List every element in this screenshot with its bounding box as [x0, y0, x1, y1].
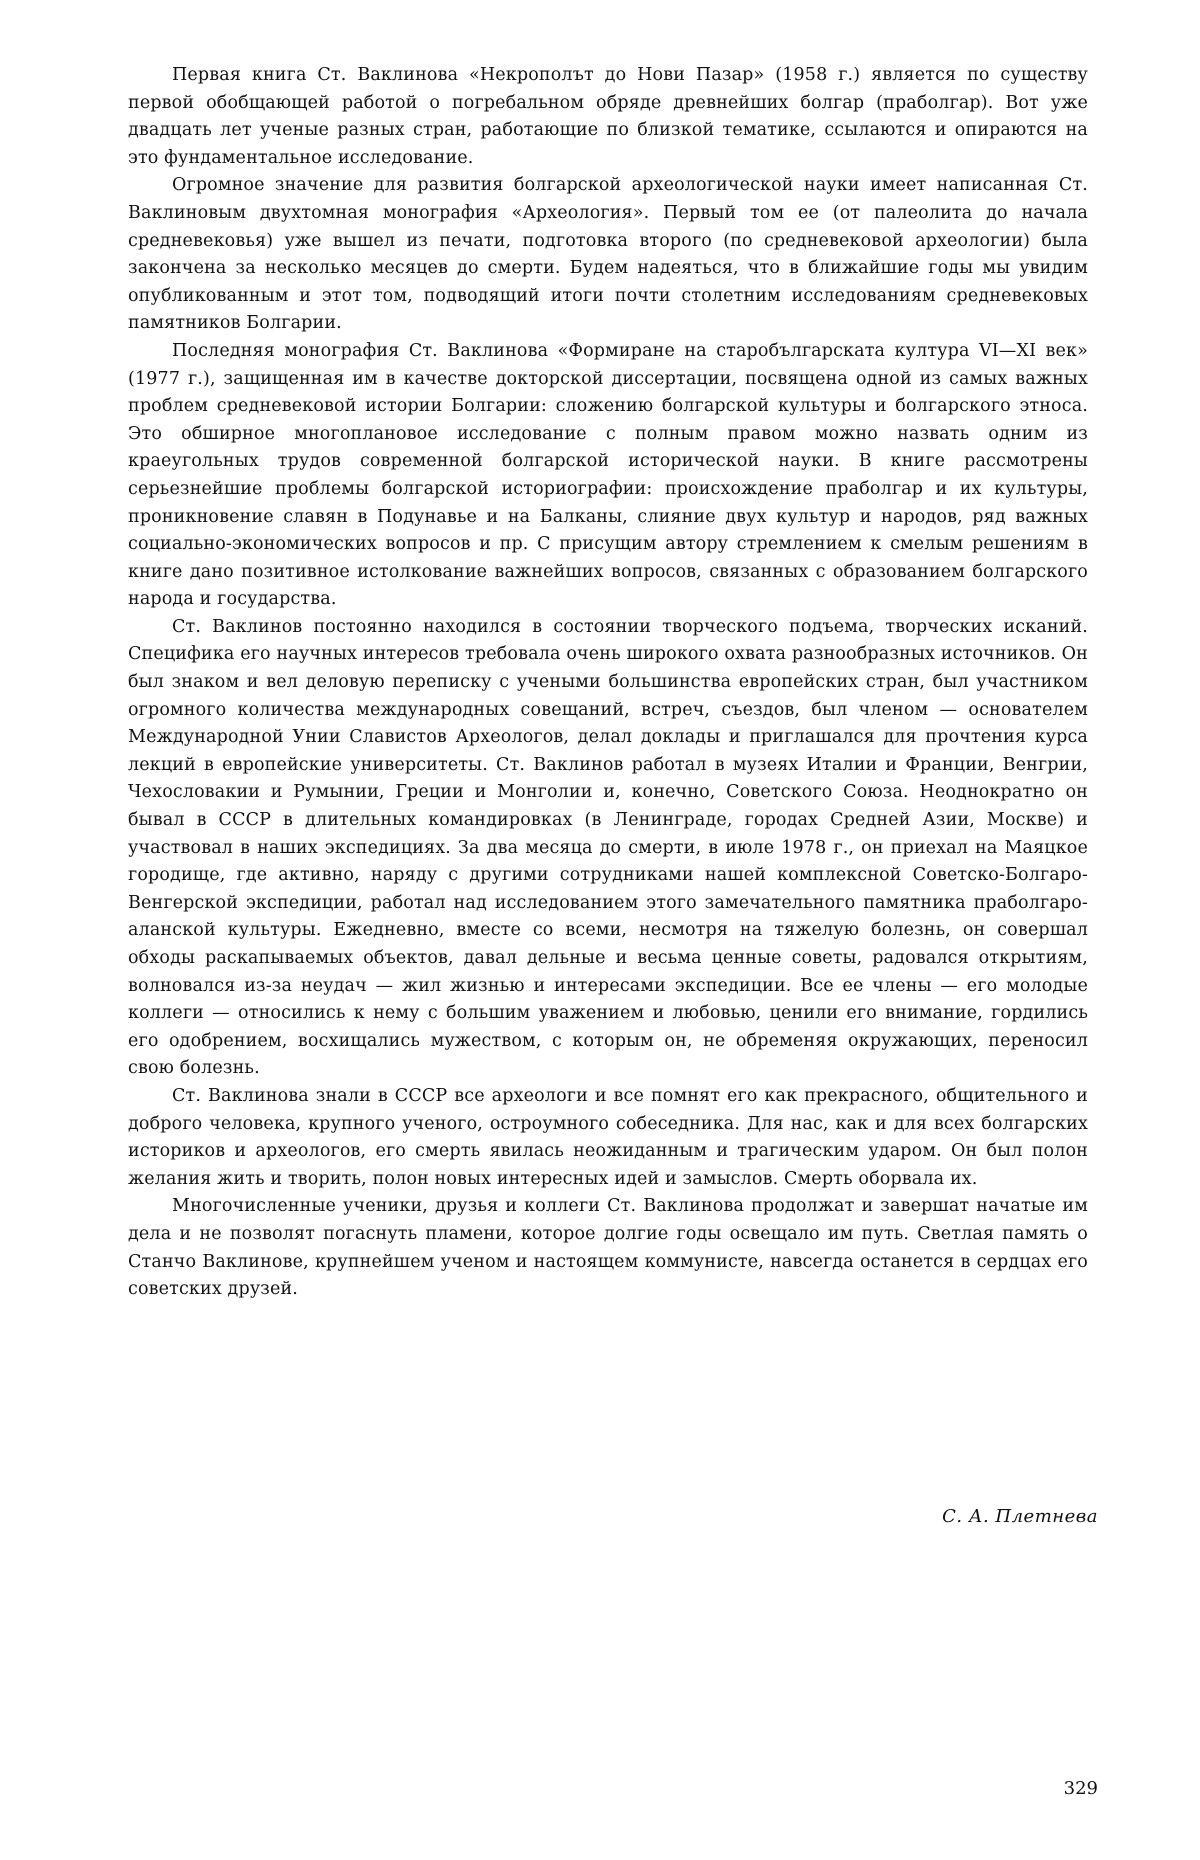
author-signature: С. А. Плетнева: [942, 1506, 1098, 1527]
paragraph: Ст. Ваклинова знали в СССР все археологи и все помнят его как прекрасного, общительного и доброго человека, крупного ученого, остроумного собеседника. Для нас, как и для всех болгарских историков и археологов, его смерть явилась неожиданным и трагическим ударом. Он был полон желания жить и творить, полон новых интересных идей и замыслов. Смерть оборвала их.: [128, 1085, 1088, 1189]
paragraph: Первая книга Ст. Ваклинова «Некрополът до Нови Пазар» (1958 г.) является по существу первой обобщающей работой о погребальном обряде древнейших болгар (праболгар). Вот уже двадцать лет ученые разных стран, работающие по близкой тематике, ссылаются и опираются на это фундаментальное исследование.: [128, 65, 1088, 168]
body-text: [128, 62, 1088, 1304]
paragraph: Многочисленные ученики, друзья и коллеги Ст. Ваклинова продолжат и завершат начатые им дела и не позволят погаснуть пламени, которое долгие годы освещало им путь. Светлая память о Станчо Ваклинове, крупнейшем ученом и настоящем коммунисте, навсегда останется в сердцах его советских друзей.: [128, 1196, 1088, 1300]
paragraph: Огромное значение для развития болгарской археологической науки имеет написанная Ст. Ваклиновым двухтомная монография «Археология». Первый том ее (от палеолита до начала средневековья) уже вышел из печати, подготовка второго (по средневековой археологии) была закончена за несколько месяцев до смерти. Будем надеяться, что в ближайшие годы мы увидим опубликованным и этот том, подводящий итоги почти столетним исследованиям средневековых памятников Болгарии.: [128, 175, 1088, 334]
page-number: 329: [1063, 1778, 1098, 1799]
paragraph: Последняя монография Ст. Ваклинова «Формиране на старобългарската култура VI—XI век» (1977 г.), защищенная им в качестве докторской диссертации, посвящена одной из самых важных проблем средневековой истории Болгарии: сложению болгарской культуры и болгарского этноса. Это обширное многоплановое исследование с полным правом можно назвать одним из краеугольных трудов современной болгарской исторической науки. В книге рассмотрены серьезнейшие проблемы болгарской историографии: происхождение праболгар и их культуры, проникновение славян в Подунавье и на Балканы, слияние двух культур и народов, ряд важных социально-экономических вопросов и пр. С присущим автору стремлением к смелым решениям в книге дано позитивное истолкование важнейших вопросов, связанных с образованием болгарского народа и государства.: [128, 340, 1088, 610]
paragraph: Ст. Ваклинов постоянно находился в состоянии творческого подъема, творческих исканий. Специфика его научных интересов требовала очень широкого охвата разнообразных источников. Он был знаком и вел деловую переписку с учеными большинства европейских стран, был участником огромного количества международных совещаний, встреч, съездов, был членом — основателем Международной Унии Славистов Археологов, делал доклады и приглашался для прочтения курса лекций в европейские университеты. Ст. Ваклинов работал в музеях Италии и Франции, Венгрии, Чехословакии и Румынии, Греции и Монголии и, конечно, Советского Союза. Неоднократно он бывал в СССР в длительных командировках (в Ленинграде, городах Средней Азии, Москве) и участвовал в наших экспедициях. За два месяца до смерти, в июле 1978 г., он приехал на Маяцкое городище, где активно, наряду с другими сотрудниками нашей комплексной Советско-Болгаро-Венгерской экспедиции, работал над исследованием этого замечательного памятника праболгаро-аланской культуры. Ежедневно, вместе со всеми, несмотря на тяжелую болезнь, он совершал обходы раскапываемых объектов, давал дельные и весьма ценные советы, радовался открытиям, волновался из-за неудач — жил жизнью и интересами экспедиции. Все ее члены — его молодые коллеги — относились к нему с большим уважением и любовью, ценили его внимание, гордились его одобрением, восхищались мужеством, с которым он, не обременяя окружающих, переносил свою болезнь.: [128, 616, 1088, 1079]
